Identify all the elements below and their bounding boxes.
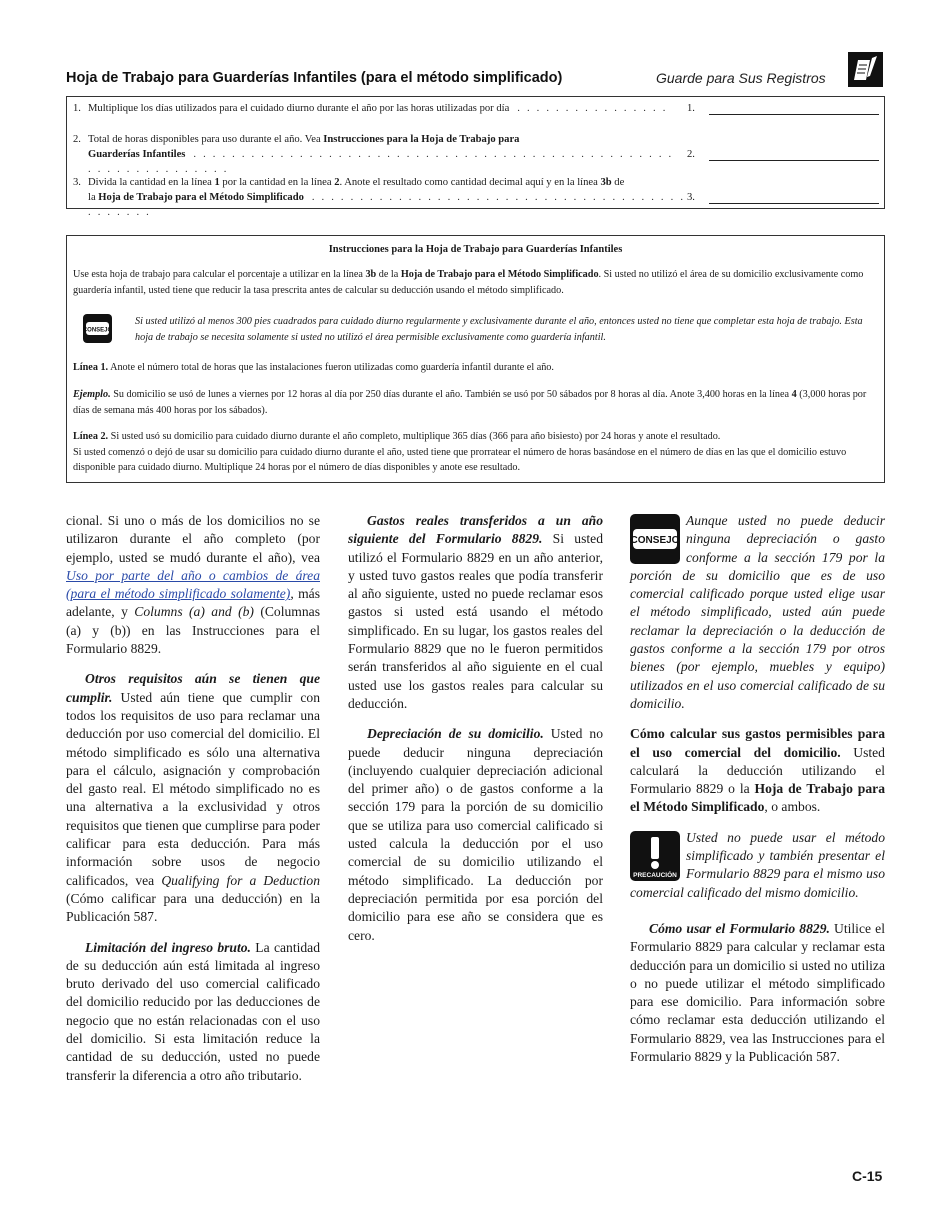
line-ref: 2. [687,149,695,160]
line-text: Divida la cantidad en la línea 1 por la cantidad en la línea 2. Anote el resultado como cantidad decimal aquí y en la línea 3b de la Hoja de Trabajo para el Método Simplificado . . . . . . . . . . . . . . . . . . . . . . . . . . . . . . . . . . . . . . . . . . . . . . [88,177,686,218]
instructions-line2: Línea 2. Si usted usó su domicilio para cuidado diurno durante el año completo, multiplique 365 días (366 para año bisiesto) por 24 horas y anote el resultado. Si usted comenzó o dejó de usar su domicilio para cuidado diurno durante el año, usted tiene que prorratear el número de horas basándose en el número de días en las que el domicilio estuvo disponible para cuidado diurno. Multiplique 24 horas por el número de días disponibles y anote ese resultado. [73,431,847,473]
line-ref: 3. [687,192,695,203]
paragraph: cional. Si uno o más de los domicilios no se utilizaron durante el año completo (por ejemplo, usted se mudó durante el año), vea Uso por parte del año o cambios de área (para el método simplificado solamente), más adelante, y Columns (a) and (b) (Columnas (a) y (b)) en las Instrucciones para el Formulario 8829. [66,513,320,657]
instructions-tip: Si usted utilizó al menos 300 pies cuadrados para cuidado diurno regularmente y exclusivamente durante el año, entonces usted no tiene que completar esta hoja de trabajo. Esta hoja de trabajo se necesita solamente si usted no utilizó el área permisible exclusivamente como guardería infantil. [135,316,863,343]
line-number: 3. [73,177,81,188]
line-text: Multiplique los días utilizados para el cuidado diurno durante el año por las horas utilizadas por día . . . . . . . . . . . . . . . . [88,103,668,114]
answer-field-2[interactable] [709,160,879,161]
answer-field-3[interactable] [709,203,879,204]
line-number: 1. [73,103,81,114]
caution-note: PRECAUCIÓN Usted no puede usar el método simplificado y también presentar el Formulario 8829 para el mismo uso comercial calificado del mismo domicilio. [630,829,885,900]
text-column-3 [630,512,885,1078]
paragraph: Depreciación de su domicilio. Usted no puede deducir ninguna depreciación (incluyendo cualquier depreciación adicional del primer año) o de gastos conforme a la sección 179 para la porción de su domicilio que se utiliza para uso comercial calificado si usted calcula la deducción por el uso comercial de su domicilio utilizando el método simplificado. La deducción por depreciación permitida por esa porción del domicilio para ese año se considera que es cero. [348,726,603,943]
worksheet-title: Hoja de Trabajo para Guarderías Infantiles (para el método simplificado) [66,70,563,86]
line-number: 2. [73,134,81,145]
keep-records-label: Guarde para Sus Registros [656,70,826,86]
instructions-title: Instrucciones para la Hoja de Trabajo para Guarderías Infantiles [328,244,623,255]
consejo-icon-label: CONSEJO [630,535,680,546]
paragraph: Cómo calcular sus gastos permisibles para el uso comercial del domicilio. Usted calculará la deducción utilizando el Formulario 8829 o la Hoja de Trabajo para el Método Simplificado, o ambos. [630,726,885,815]
line-text: Total de horas disponibles para uso durante el año. Vea Instrucciones para la Hoja de Trabajo para Guarderías Infantiles . . . . . . . . . . . . . . . . . . . . . . . . . . . . . . . . . . . . . . . . . . . . . . . . . . . . . . . . . . . . . . . . . [88,134,674,175]
paragraph: Limitación del ingreso bruto. La cantidad de su deducción aún está limitada al ingreso bruto derivado del uso comercial calificado del domicilio reducido por las deducciones de negocio que no están relacionadas con el uso del domicilio. Si esta limitación reduce la cantidad de su deducción, usted no puede transferir la diferencia a otro año tributario. [66,939,321,1083]
instructions-box [66,235,885,483]
text-column-1 [66,512,320,1097]
consejo-icon [630,514,680,564]
worksheet-box [66,96,885,218]
keep-records-icon [848,52,883,87]
instructions-intro: Use esta hoja de trabajo para calcular el porcentaje a utilizar en la línea 3b de la Hoja de Trabajo para el Método Simplificado. Si usted no utilizó el área de su domicilio exclusivamente como guardería infantil, usted tiene que reducir la tasa prescrita antes de calcular su deducción usando el método simplificado. [73,269,864,296]
consejo-icon [83,314,112,343]
caution-icon-label: PRECAUCIÓN [633,871,677,879]
instructions-line1: Línea 1. Anote el número total de horas que las instalaciones fueron utilizadas como guardería infantil durante el año. [73,362,554,373]
instructions-example: Ejemplo. Su domicilio se usó de lunes a viernes por 12 horas al día por 250 días durante el año. También se usó por 50 sábados por 8 horas al día. Anote 3,400 horas en la línea 4 (3,000 horas por días de semana más 400 horas por los sábados). [73,389,867,416]
line-ref: 1. [687,103,695,114]
page-number: C-15 [852,1168,883,1184]
page-header [66,52,886,92]
text-column-2 [348,512,603,957]
consejo-tip: CONSEJO Aunque usted no puede deducir ninguna depreciación o gasto conforme a la sección 179 por la porción de su domicilio que es de uso comercial calificado porque usted elige usar el método simplificado, usted aún puede reclamar la depreciación o la deducción de gastos conforme a la sección 179 por otros bienes (por ejemplo, muebles y equipo) utilizados en el uso comercial calificado de su domicilio. [630,513,885,711]
paragraph: Otros requisitos aún se tienen que cumplir. Usted aún tiene que cumplir con todos los requisitos de uso para reclamar una deducción por uso comercial del domicilio. El método simplificado es sólo una alternativa para el cálculo, asignación y comprobación del gasto real. El método simplificado no es una alternativa a la exclusividad y otros requisitos que tienen que cumplirse para poder calificar para esta deducción. Para más información sobre usos de negocio calificados, vea Qualifying for a Deduction (Cómo calificar para una deducción) en la Publicación 587. [66,671,320,925]
consejo-icon-label: CONSEJO [83,327,112,334]
partial-year-link[interactable]: Uso por parte del año o cambios de área (para el método simplificado solamente) [66,567,320,602]
answer-field-1[interactable] [709,114,879,115]
paragraph: Cómo usar el Formulario 8829. Utilice el Formulario 8829 para calcular y reclamar esta deducción para un domicilio si usted no utiliza o no puede utilizar el método simplificado para ese domicilio. Para información sobre cómo reclamar esta deducción utilizando el Formulario 8829, vea las Instrucciones para el Formulario 8829 y la Publicación 587. [630,920,885,1065]
caution-icon [630,831,680,881]
paragraph: Gastos reales transferidos a un año siguiente del Formulario 8829. Si usted utilizó el Formulario 8829 en un año anterior, y usted tuvo gastos reales que podía transferir al año siguiente, usted no puede reclamar esos gastos si usted está usando el método simplificado. En su lugar, los gastos reales del Formulario 8829 que no le fueron permitidos serán transferidos al año siguiente en el cual usted use los gastos reales para calcular su deducción. [348,513,603,711]
